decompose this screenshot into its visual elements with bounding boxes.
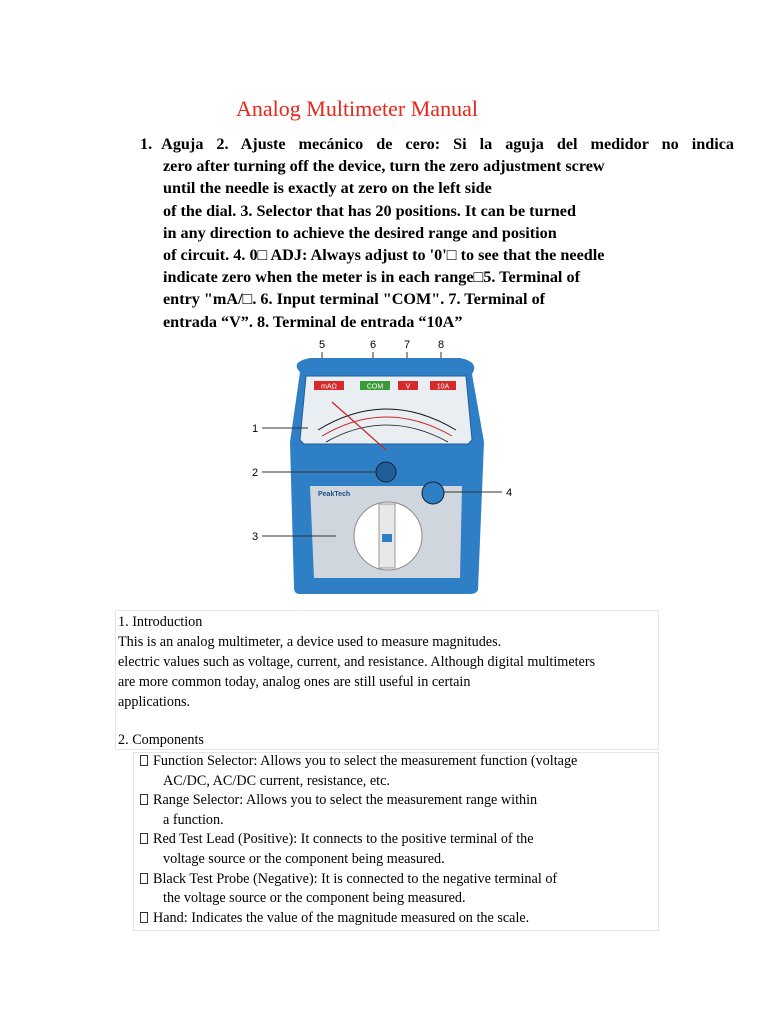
page-title: Analog Multimeter Manual: [236, 96, 478, 121]
introduction-line: electric values such as voltage, current, and resistance. Although digital multimeters: [118, 654, 596, 670]
range-knob: [422, 482, 444, 504]
list-number: 1.: [140, 135, 153, 153]
component-item: Range Selector: Allows you to select the measurement range within: [140, 791, 577, 811]
terminal-com-label: COM: [366, 383, 384, 391]
zero-adjust-screw: [376, 462, 396, 482]
multimeter-illustration: [240, 332, 530, 600]
list-line: of circuit. 4. 0□ ADJ: Always adjust to '0'□ to see that the needle: [163, 246, 605, 265]
introduction-line: are more common today, analog ones are still useful in certain: [118, 674, 471, 690]
terminal-ma-label: mAΩ: [321, 383, 337, 391]
component-item-cont: AC/DC, AC/DC current, resistance, etc.: [163, 772, 390, 789]
list-line: entry "mA/□. 6. Input terminal "COM". 7. Terminal of: [163, 290, 546, 309]
numbered-description: [140, 133, 734, 333]
introduction-line: applications.: [118, 694, 191, 710]
callout-8: 8: [437, 339, 445, 351]
list-line: zero after turning off the device, turn the zero adjustment screw: [163, 157, 605, 176]
list-line: in any direction to achieve the desired range and position: [163, 223, 557, 242]
callout-1: 1: [252, 423, 259, 435]
selector-pointer: [382, 534, 392, 542]
terminal-v-label: V: [405, 383, 411, 391]
list-line: of the dial. 3. Selector that has 20 positions. It can be turned: [163, 201, 576, 220]
list-line: indicate zero when the meter is in each range□5. Terminal of: [163, 268, 580, 287]
terminal-10a-label: 10A: [436, 383, 450, 391]
callout-5: 5: [318, 339, 326, 351]
callout-4: 4: [506, 487, 513, 499]
bullet-box-icon: [140, 755, 148, 766]
list-first-line: [140, 133, 734, 155]
multimeter-figure: [240, 332, 530, 600]
list-line: entrada “V”. 8. Terminal de entrada “10A”: [163, 312, 463, 331]
introduction-heading: 1. Introduction: [118, 614, 203, 630]
bullet-box-icon: [140, 794, 148, 805]
component-item: Black Test Probe (Negative): It is connected to the negative terminal of: [140, 870, 577, 890]
brand-label: PeakTech: [318, 491, 351, 498]
list-first-text: Aguja 2. Ajuste mecánico de cero: Si la aguja del medidor no indica: [161, 135, 734, 153]
callout-6: 6: [369, 339, 377, 351]
bullet-box-icon: [140, 833, 148, 844]
introduction-section: [118, 612, 595, 750]
component-item: Function Selector: Allows you to select the measurement function (voltage: [140, 752, 577, 772]
component-item-cont: voltage source or the component being measured.: [163, 850, 445, 867]
callout-3: 3: [252, 531, 259, 543]
component-item-cont: the voltage source or the component being measured.: [163, 890, 466, 907]
introduction-line: This is an analog multimeter, a device used to measure magnitudes.: [118, 634, 502, 650]
bullet-box-icon: [140, 912, 148, 923]
callout-7: 7: [403, 339, 411, 351]
callout-2: 2: [252, 467, 259, 479]
component-item: Red Test Lead (Positive): It connects to the positive terminal of the: [140, 830, 577, 850]
list-line: until the needle is exactly at zero on the left side: [163, 179, 492, 198]
component-item: Hand: Indicates the value of the magnitude measured on the scale.: [140, 909, 577, 929]
components-heading: 2. Components: [118, 732, 204, 748]
components-list: [140, 752, 577, 928]
component-item-cont: a function.: [163, 811, 224, 828]
bullet-box-icon: [140, 873, 148, 884]
